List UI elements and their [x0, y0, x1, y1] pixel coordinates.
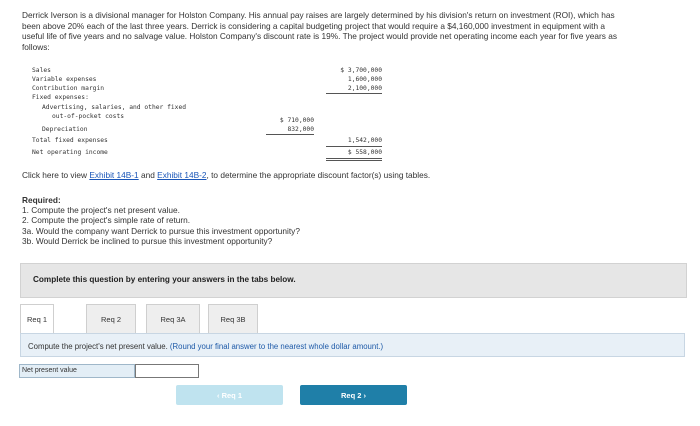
exhibit-and: and: [138, 170, 158, 180]
problem-intro: Derrick Iverson is a divisional manager for Holston Company. His annual pay raises are largely determined by his division's return on investment (ROI), which has been above 20% each of the last three years. Derrick is considering a capital budgeting project that would require a $4,160,000 investment in equipment with a useful life of five years and no salvage value. Holston Company's discount rate is 19%. The project would provide net operating income each year for five years as follows:: [22, 10, 617, 52]
exhibit-note: [22, 170, 430, 180]
sales-label: Sales: [32, 67, 51, 74]
exhibit-14b-1-link[interactable]: Exhibit 14B-1: [89, 170, 139, 180]
required-item: 3a. Would the company want Derrick to pursue this investment opportunity?: [22, 225, 300, 236]
advertising-value-row: [20, 116, 382, 125]
net-operating-income-row: [20, 148, 382, 157]
instruction-main: Compute the project's net present value.: [28, 342, 168, 351]
depreciation-value: 832,000: [287, 126, 314, 133]
advertising-label-2: out-of-pocket costs: [52, 113, 125, 120]
required-item: 1. Compute the project's net present value.: [22, 205, 180, 216]
double-underline: [326, 160, 382, 161]
npv-input[interactable]: [135, 364, 199, 378]
required-item: 2. Compute the project's simple rate of return.: [22, 215, 191, 226]
advertising-value: $ 710,000: [279, 117, 314, 124]
instruction-text: [28, 342, 383, 351]
sales-row: [20, 66, 382, 75]
advertising-label-1: Advertising, salaries, and other fixed: [42, 104, 187, 111]
divider: [266, 134, 314, 135]
income-statement: [20, 66, 382, 166]
contribution-margin-label: Contribution margin: [32, 85, 105, 92]
contribution-margin-row: [20, 84, 382, 93]
contribution-margin-value: 2,100,000: [347, 85, 382, 92]
prev-req-button[interactable]: ‹ Req 1: [176, 385, 283, 405]
variable-expenses-row: [20, 75, 382, 84]
required-section: [22, 195, 300, 246]
exhibit-suffix: , to determine the appropriate discount factor(s) using tables.: [206, 170, 431, 180]
depreciation-label: Depreciation: [42, 126, 88, 133]
double-underline: [326, 158, 382, 159]
instructions-panel: [20, 263, 687, 298]
npv-label: Net present value: [19, 364, 135, 378]
divider: [326, 146, 382, 147]
sales-value: $ 3,700,000: [340, 67, 382, 74]
required-heading: Required:: [22, 195, 61, 205]
instructions-text: Complete this question by entering your answers in the tabs below.: [33, 275, 296, 284]
total-fixed-value: 1,542,000: [347, 137, 382, 144]
exhibit-14b-2-link[interactable]: Exhibit 14B-2: [157, 170, 207, 180]
required-item: 3b. Would Derrick be inclined to pursue this investment opportunity?: [22, 235, 273, 246]
tab-req-3b[interactable]: Req 3B: [208, 304, 258, 334]
net-operating-income-value: $ 558,000: [347, 149, 382, 156]
tab-req-1[interactable]: Req 1: [20, 304, 54, 334]
question-instruction: [20, 333, 685, 357]
next-req-button[interactable]: Req 2 ›: [300, 385, 407, 405]
fixed-expenses-label: Fixed expenses:: [32, 94, 89, 101]
variable-expenses-label: Variable expenses: [32, 76, 97, 83]
depreciation-row: [20, 125, 382, 134]
total-fixed-label: Total fixed expenses: [32, 137, 108, 144]
variable-expenses-value: 1,600,000: [347, 76, 382, 83]
exhibit-prefix: Click here to view: [22, 170, 90, 180]
fixed-expenses-row: [20, 93, 382, 102]
tab-req-2[interactable]: Req 2: [86, 304, 136, 334]
instruction-hint: (Round your final answer to the nearest whole dollar amount.): [167, 342, 384, 351]
total-fixed-row: [20, 136, 382, 145]
tab-req-3a[interactable]: Req 3A: [146, 304, 200, 334]
net-operating-income-label: Net operating income: [32, 149, 108, 156]
advertising-row-1: [20, 103, 382, 112]
